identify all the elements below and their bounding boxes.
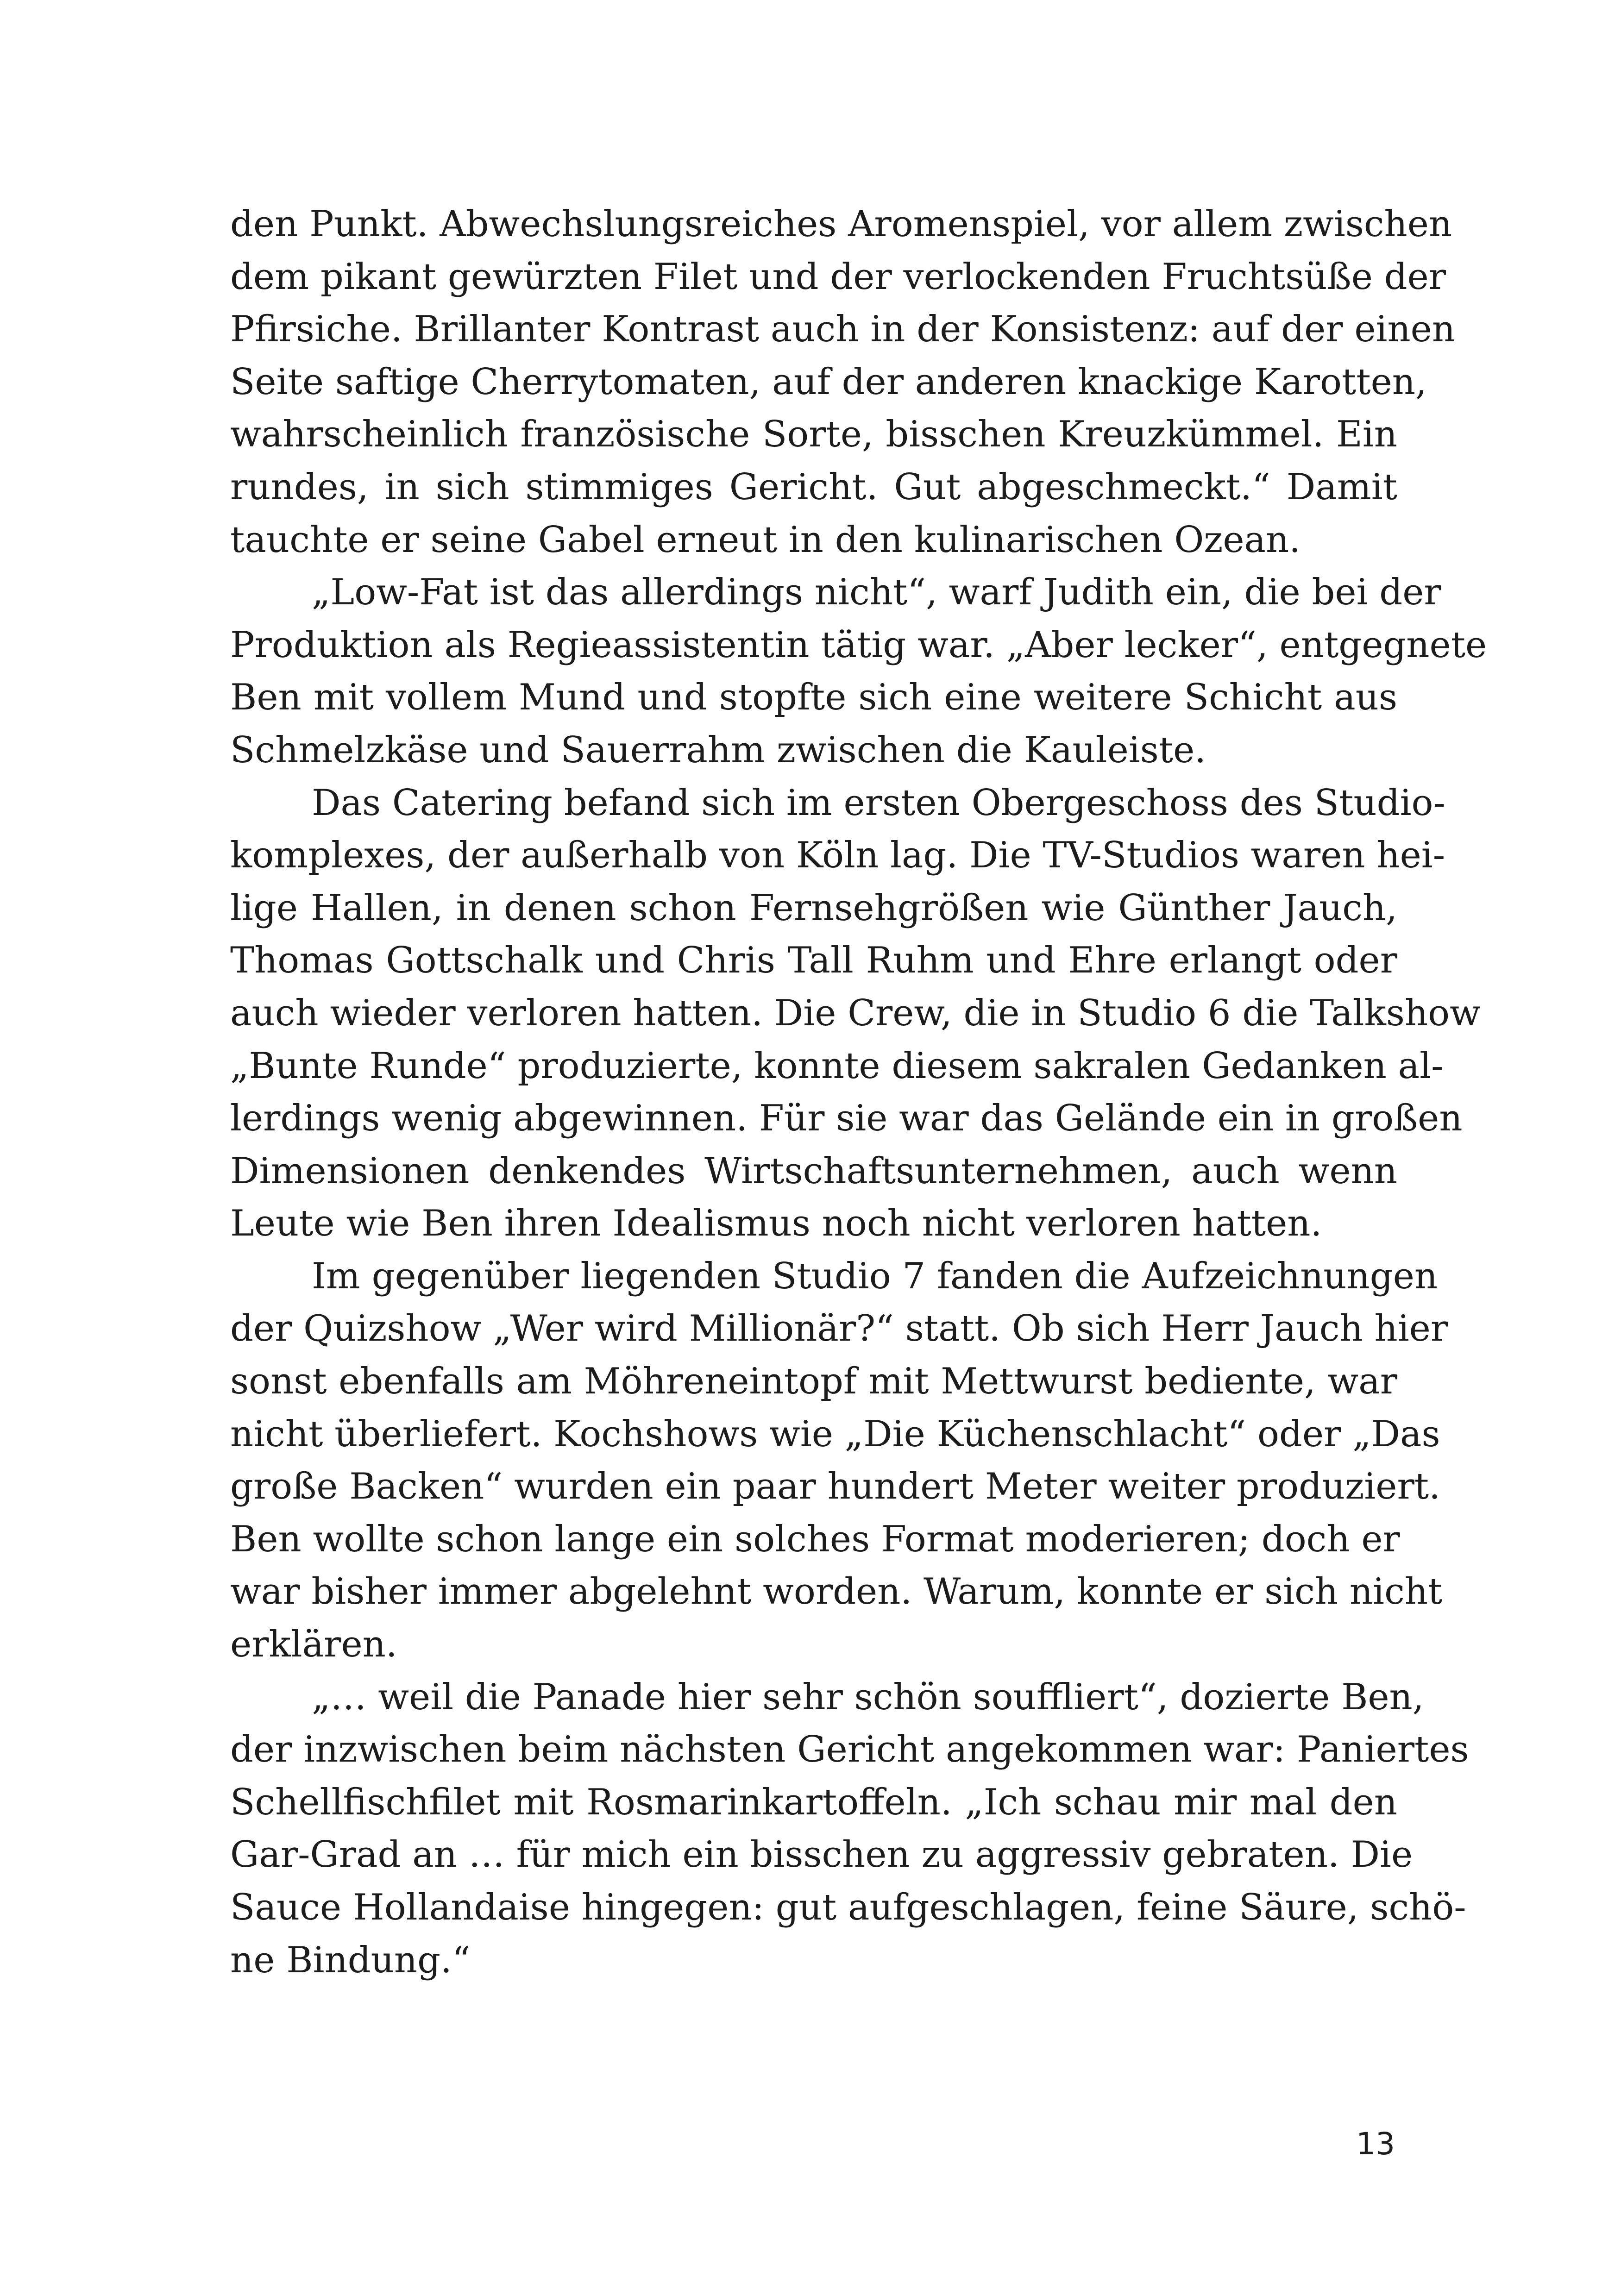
text-line: „Bunte Runde“ produzierte, konnte diesem sakralen Gedanken al-	[230, 1045, 1444, 1087]
text-line: Ben mit vollem Mund und stopfte sich eine weitere Schicht aus	[230, 677, 1397, 719]
text-line: Im gegenüber liegenden Studio 7 fanden die Aufzeichnungen	[312, 1255, 1438, 1297]
text-line: Pfirsiche. Brillanter Kontrast auch in der Konsistenz: auf der einen	[230, 308, 1456, 351]
text-line: Gar-Grad an … für mich ein bisschen zu aggressiv gebraten. Die	[230, 1834, 1413, 1876]
text-line: Produktion als Regieassistentin tätig war. „Aber lecker“, entgegnete	[230, 624, 1487, 666]
paragraph	[230, 777, 1481, 1250]
text-line: lige Hallen, in denen schon Fernsehgrößen wie Günther Jauch,	[230, 887, 1397, 929]
text-line: Ben wollte schon lange ein solches Format moderieren; doch er	[230, 1518, 1400, 1560]
text-line: „Low-Fat ist das allerdings nicht“, warf Judith ein, die bei der	[312, 571, 1441, 614]
text-line: den Punkt. Abwechslungsreiches Aromenspiel, vor allem zwischen	[230, 203, 1452, 245]
text-line: komplexes, der außerhalb von Köln lag. Die TV-Studios waren hei-	[230, 834, 1445, 877]
text-line: war bisher immer abgelehnt worden. Warum, konnte er sich nicht	[230, 1571, 1443, 1613]
text-line: Leute wie Ben ihren Idealismus noch nicht verloren hatten.	[230, 1203, 1322, 1245]
text-line: Seite saftige Cherrytomaten, auf der anderen knackige Karotten,	[230, 361, 1427, 403]
text-line: Schellfischfilet mit Rosmarinkartoffeln. „Ich schau mir mal den	[230, 1781, 1397, 1823]
text-line: auch wieder verloren hatten. Die Crew, die in Studio 6 die Talkshow	[230, 992, 1481, 1034]
text-line: der Quizshow „Wer wird Millionär?“ statt. Ob sich Herr Jauch hier	[230, 1308, 1448, 1350]
text-line: sonst ebenfalls am Möhreneintopf mit Mettwurst bediente, war	[230, 1361, 1397, 1403]
text-line: Schmelzkäse und Sauerrahm zwischen die Kauleiste.	[230, 729, 1206, 771]
paragraph	[230, 1250, 1448, 1671]
text-line: tauchte er seine Gabel erneut in den kulinarischen Ozean.	[230, 519, 1301, 561]
text-line: der inzwischen beim nächsten Gericht angekommen war: Paniertes	[230, 1729, 1469, 1771]
text-line: wahrscheinlich französische Sorte, bisschen Kreuzkümmel. Ein	[230, 414, 1397, 456]
paragraph	[230, 198, 1456, 566]
text-line: Dimensionen denkendes Wirtschaftsunternehmen, auch wenn	[230, 1150, 1397, 1192]
text-line: „… weil die Panade hier sehr schön souffliert“, dozierte Ben,	[312, 1676, 1424, 1718]
body-text	[230, 198, 1487, 1987]
text-line: Sauce Hollandaise hingegen: gut aufgeschlagen, feine Säure, schö-	[230, 1887, 1466, 1928]
text-line: Das Catering befand sich im ersten Obergeschoss des Studio-	[312, 782, 1445, 824]
text-line: lerdings wenig abgewinnen. Für sie war das Gelände ein in großen	[230, 1098, 1463, 1140]
text-line: Thomas Gottschalk und Chris Tall Ruhm und Ehre erlangt oder	[230, 940, 1397, 982]
text-line: große Backen“ wurden ein paar hundert Meter weiter produziert.	[230, 1466, 1440, 1508]
text-line: rundes, in sich stimmiges Gericht. Gut abgeschmeckt.“ Damit	[230, 466, 1397, 508]
text-line: ne Bindung.“	[230, 1939, 471, 1981]
text-line: dem pikant gewürzten Filet und der verlockenden Fruchtsüße der	[230, 256, 1446, 298]
paragraph	[230, 1671, 1469, 1987]
text-line: erklären.	[230, 1624, 397, 1666]
page-number: 13	[1356, 2126, 1395, 2162]
text-line: nicht überliefert. Kochshows wie „Die Küchenschlacht“ oder „Das	[230, 1413, 1440, 1455]
paragraph	[230, 566, 1487, 777]
